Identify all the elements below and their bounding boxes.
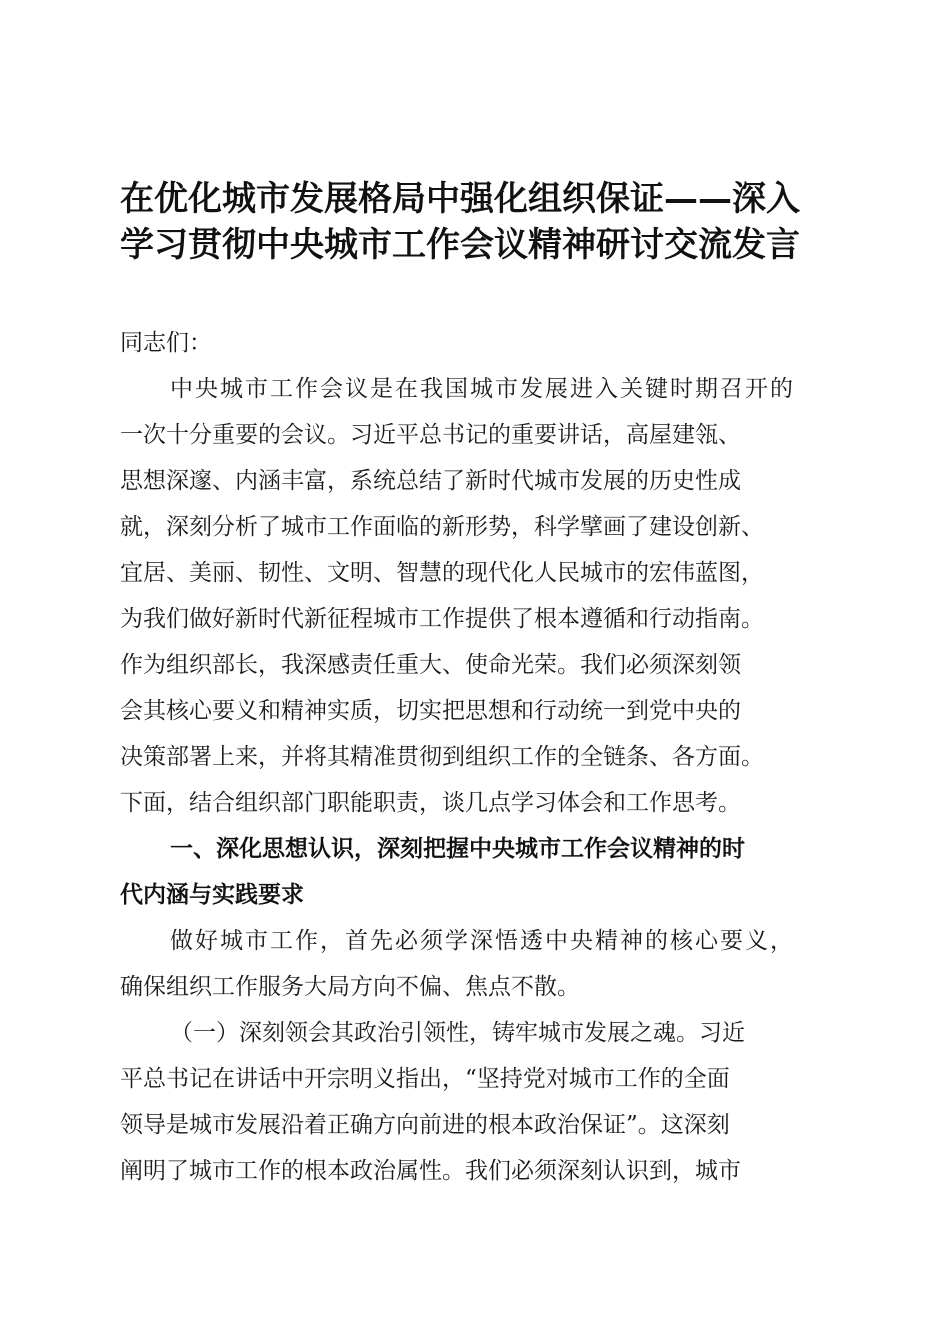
paragraph-line: 下面，结合组织部门职能职责，谈几点学习体会和工作思考。: [120, 790, 741, 816]
paragraph-line: 就，深刻分析了城市工作面临的新形势，科学擘画了建设创新、: [120, 514, 764, 540]
paragraph-line: 阐明了城市工作的根本政治属性。我们必须深刻认识到，城市: [120, 1158, 741, 1184]
title-line-1: 在优化城市发展格局中强化组织保证——深入: [120, 179, 800, 219]
paragraph-line: 平总书记在讲话中开宗明义指出，“坚持党对城市工作的全面: [120, 1066, 730, 1092]
section-1-paragraph: [120, 918, 830, 1010]
paragraph-line: 宜居、美丽、韧性、文明、智慧的现代化人民城市的宏伟蓝图，: [120, 560, 764, 586]
heading-line: 一、深化思想认识，深刻把握中央城市工作会议精神的时: [170, 836, 745, 862]
paragraph-line: 一次十分重要的会议。习近平总书记的重要讲话，高屋建瓴、: [120, 422, 741, 448]
paragraph-line: （一）深刻领会其政治引领性，铸牢城市发展之魂。习近: [170, 1020, 745, 1046]
paragraph-line: 做好城市工作，首先必须学深悟透中央精神的核心要义，: [170, 928, 795, 954]
paragraph-line: 为我们做好新时代新征程城市工作提供了根本遵循和行动指南。: [120, 606, 764, 632]
paragraph-line: 思想深邃、内涵丰富，系统总结了新时代城市发展的历史性成: [120, 468, 741, 494]
document-body: [120, 320, 830, 1194]
intro-paragraph: [120, 366, 830, 826]
paragraph-line: 领导是城市发展沿着正确方向前进的根本政治保证”。这深刻: [120, 1112, 730, 1138]
paragraph-line: 确保组织工作服务大局方向不偏、焦点不散。: [120, 974, 580, 1000]
salutation: 同志们：: [120, 330, 212, 356]
document-title: [120, 176, 840, 268]
subsection-1-paragraph: [120, 1010, 830, 1194]
paragraph-line: 作为组织部长，我深感责任重大、使命光荣。我们必须深刻领: [120, 652, 741, 678]
paragraph-line: 中央城市工作会议是在我国城市发展进入关键时期召开的: [170, 376, 795, 402]
paragraph-line: 决策部署上来，并将其精准贯彻到组织工作的全链条、各方面。: [120, 744, 764, 770]
title-line-2: 学习贯彻中央城市工作会议精神研讨交流发言: [120, 225, 800, 265]
section-1-heading: [120, 826, 830, 918]
heading-line: 代内涵与实践要求: [120, 882, 304, 908]
paragraph-line: 会其核心要义和精神实质，切实把思想和行动统一到党中央的: [120, 698, 741, 724]
